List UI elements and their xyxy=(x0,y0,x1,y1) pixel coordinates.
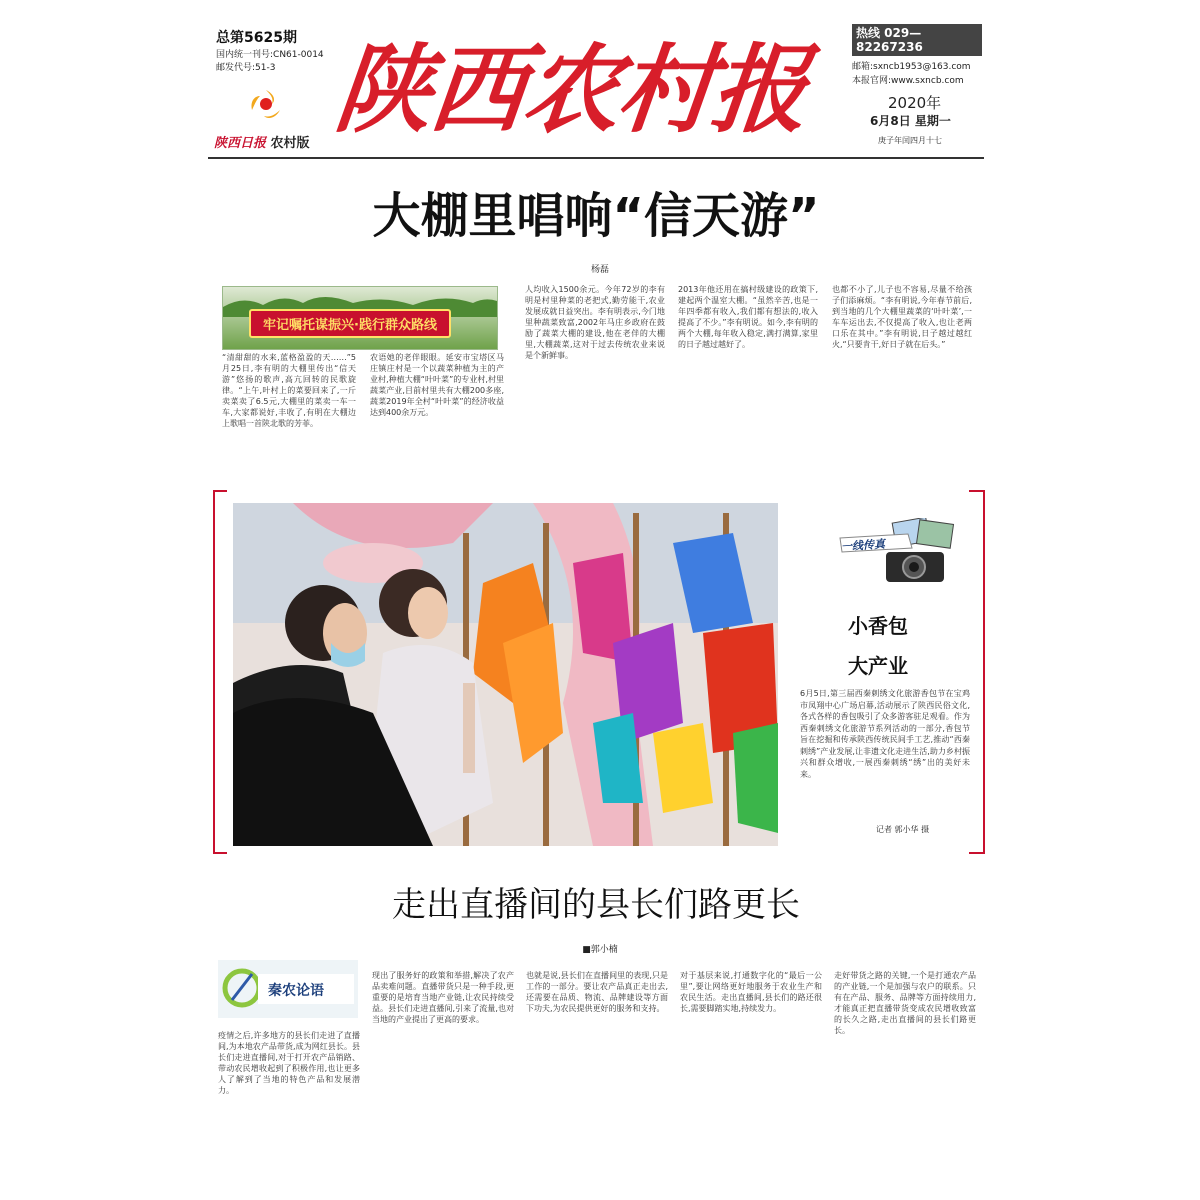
story1-banner xyxy=(222,286,498,350)
masthead-left xyxy=(216,32,326,75)
feature-title-1: 小香包 xyxy=(848,614,908,638)
feature-title-2: 大产业 xyxy=(848,654,908,678)
paper-logo-icon xyxy=(244,86,288,126)
story1-col3: 人均收入1500余元。今年72岁的李有明是村里种菜的老把式,勤劳能干,农业发展成就日益突出。李有明表示,今门地里种蔬菜致富,2002年马庄乡政府在鼓励了蔬菜大棚的建设,他在老伴的大棚里,大棚蔬菜,这对于过去传统农业来说是个新鲜事。 xyxy=(525,285,665,360)
story1-byline: 杨磊 xyxy=(590,265,609,275)
hotline: 热线 029—82267236 xyxy=(852,24,982,56)
story1-col5: 也都不小了,儿子也不容易,尽量不给孩子们添麻烦。“李有明说,今年春节前后,到当地的几个大棚里蔬菜的‘叶叶菜’,一车车运出去,不仅提高了收入,也让老两口乐在其中。”李有明说,日子越过越红火,“只要肯干,好日子就在后头。” xyxy=(832,285,972,349)
frame-bottom-right xyxy=(969,852,983,854)
feature-photo xyxy=(233,503,778,846)
frame-top-right xyxy=(969,490,983,492)
feature-text: 6月5日,第三届西秦刺绣文化旅游香包节在宝鸡市凤翔中心广场启幕,活动展示了陕西民俗文化,各式各样的香包吸引了众多游客驻足观看。作为西秦刺绣文化旅游节系列活动的一部分,香包节旨在挖掘和传承陕西传统民间手工艺,推动“西秦刺绣”产业发展,让非遗文化走进生活,助力乡村振兴和群众增收,一展西秦刺绣“绣”出的美好未来。 xyxy=(800,689,970,779)
lunar-date: 庚子年闰四月十七 xyxy=(878,136,942,145)
story2-headline: 走出直播间的县长们路更长 xyxy=(392,885,800,925)
feature-credit: 记者 郭小华 摄 xyxy=(876,825,930,834)
newspaper-title: 陕西农村报 xyxy=(330,33,812,146)
story2-col2: 现出了服务好的政策和举措,解决了农产品卖难问题。直播带货只是一种手段,更重要的是培育当地产业链,让农民持续受益。县长们走进直播间,引来了流量,也对当地的产业提出了更高的要求。 xyxy=(372,971,514,1024)
masthead-rule xyxy=(208,157,984,159)
publish-date: 6月8日 星期一 xyxy=(870,114,951,128)
column-label-box xyxy=(218,960,358,1018)
issue-number: 总第5625期 xyxy=(216,30,297,46)
banner-label: 牢记嘱托谋振兴·践行群众路线 xyxy=(249,309,451,338)
story1-col4: 2013年他还用在搞村级建设的政策下,建起两个温室大棚。“虽然辛苦,也是一年四季都有收入,我们都有想法的,收入提高了不少。”李有明说。如今,李有明的两个大棚,每年收入稳定,满打满算,家里的日子越过越好了。 xyxy=(678,285,818,349)
masthead-right xyxy=(852,24,982,148)
story2-col3: 也就是说,县长们在直播间里的表现,只是工作的一部分。要让农产品真正走出去,还需要在品质、物流、品牌建设等方面下功夫,为农民提供更好的服务和支持。 xyxy=(526,971,668,1013)
postal-code: 邮发代号:51-3 xyxy=(216,63,276,73)
story2-col5: 走好带货之路的关键,一个是打通农产品的产业链,一个是加强与农户的联系。只有在产品、服务、品牌等方面持续用力,才能真正把直播带货变成农民增收致富的长久之路,走出直播间的县长们路更长。 xyxy=(834,971,976,1035)
story2-byline: ■郭小楠 xyxy=(582,945,618,955)
website: 本报官网:www.sxncb.com xyxy=(852,76,964,86)
feature-tag: 一线传真 xyxy=(840,537,886,554)
edition-name: 农村版 xyxy=(270,136,310,151)
edition-brand: 陕西日报 xyxy=(214,136,267,151)
column-label: 秦农论语 xyxy=(268,983,324,999)
story2-col1: 疫情之后,许多地方的县长们走进了直播间,为本地农产品带货,成为网红县长。县长们走进直播间,对于打开农产品销路、带动农民增收起到了积极作用,也让更多人了解到了当地的特色产品和发展潜力。 xyxy=(218,1031,360,1095)
story1-col2: 农语她的老伴眼眼。延安市宝塔区马庄镇庄村是一个以蔬菜种植为主的产业村,种植大棚“叶叶菜”的专业村,村里蔬菜产业,目前村里共有大棚200多座,蔬菜2019年全村“叶叶菜”的经济收益达到400余万元。 xyxy=(370,353,504,417)
story1-col1: “清甜甜的水来,蓝格盈盈的天……”5月25日,李有明的大棚里传出“信天游”悠扬的歌声,高亢回转的民歌旋律。“上午,叶村上的菜要回来了,一斤卖菜卖了6.5元,大棚里的菜卖一车一车,大家都说好,丰收了,有明在大棚边上歌唱一首陕北歌的芳菲。 xyxy=(222,353,356,428)
domestic-code: 国内统一刊号:CN61-0014 xyxy=(216,50,324,60)
email: 邮箱:sxncb1953@163.com xyxy=(852,62,971,72)
frame-bottom-left xyxy=(213,852,227,854)
frame-top-left xyxy=(213,490,227,492)
publish-year: 2020年 xyxy=(888,94,942,112)
story2-col4: 对于基层来说,打通数字化的“最后一公里”,要让网络更好地服务于农业生产和农民生活。走出直播间,县长们的路还很长,需要脚踏实地,持续发力。 xyxy=(680,971,822,1013)
edition-label xyxy=(214,132,310,151)
story1-headline: 大棚里唱响“信天游” xyxy=(372,188,820,244)
